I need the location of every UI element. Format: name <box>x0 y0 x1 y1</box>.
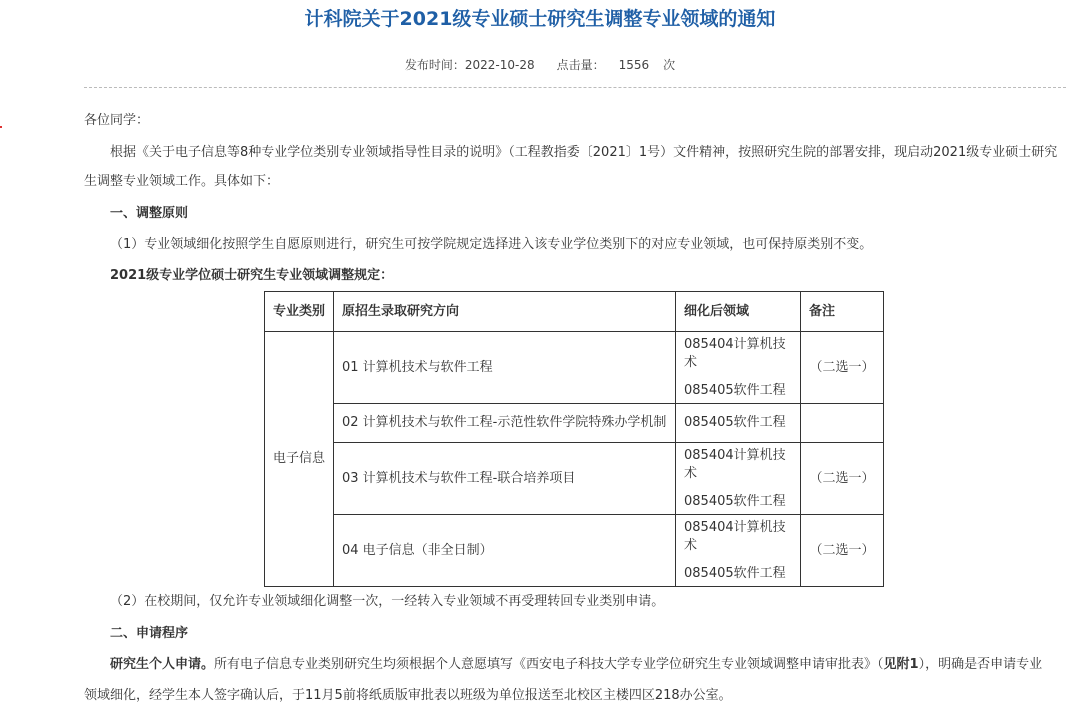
field-option: 085404计算机技术 <box>684 336 786 370</box>
table-row <box>265 404 884 443</box>
note-cell: （二选一） <box>801 443 884 515</box>
apply-paragraph-line-2: 领域细化，经学生本人签字确认后，于11月5前将纸质版审批表以班级为单位报送至北校区主楼四区218办公室。 <box>84 688 732 703</box>
apply-paragraph-line-1 <box>110 656 1042 674</box>
field-option: 085404计算机技术 <box>684 519 786 553</box>
views-count: 1556 <box>618 58 650 72</box>
field-option: 085405软件工程 <box>684 493 786 509</box>
rule-1: （1）专业领域细化按照学生自愿原则进行，研究生可按学院规定选择进入该专业学位类别下的对应专业领域，也可保持原类别不变。 <box>110 237 873 252</box>
field-adjustment-table <box>264 291 884 587</box>
header-direction: 原招生录取研究方向 <box>334 292 676 332</box>
greeting: 各位同学： <box>84 113 150 128</box>
views-label: 点击量： <box>556 58 605 72</box>
field-cell <box>676 515 801 587</box>
header-divider <box>84 87 1066 88</box>
apply-lead: 研究生个人申请。 <box>110 657 215 672</box>
field-option: 085405软件工程 <box>684 565 786 581</box>
intro-paragraph-line-1: 根据《关于电子信息等8种专业学位类别专业领域指导性目录的说明》（工程教指委〔2021〕1号）文件精神，按照研究生院的部署安排，现启动2021级专业硕士研究 <box>110 145 1058 160</box>
table-caption: 2021级专业学位硕士研究生专业领域调整规定： <box>110 268 394 283</box>
section-heading-1: 一、调整原则 <box>110 206 189 221</box>
section-heading-2: 二、申请程序 <box>110 626 189 641</box>
category-cell: 电子信息 <box>265 332 334 587</box>
rule-2: （2）在校期间，仅允许专业领域细化调整一次，一经转入专业领域不再受理转回专业类别申请。 <box>110 594 665 609</box>
header-note: 备注 <box>801 292 884 332</box>
direction-cell: 01 计算机技术与软件工程 <box>334 332 676 404</box>
publish-date: 2022-10-28 <box>464 58 535 72</box>
field-cell <box>676 332 801 404</box>
apply-text-b: ），明确是否申请专业 <box>918 657 1043 672</box>
field-option: 085405软件工程 <box>684 382 786 398</box>
views-unit: 次 <box>663 58 676 72</box>
intro-paragraph-line-2: 生调整专业领域工作。具体如下： <box>84 174 280 189</box>
table-row <box>265 515 884 587</box>
page-title: 计科院关于2021级专业硕士研究生调整专业领域的通知 <box>304 8 776 30</box>
header-field: 细化后领域 <box>676 292 801 332</box>
note-cell: （二选一） <box>801 515 884 587</box>
field-option: 085405软件工程 <box>684 415 786 430</box>
table-row <box>265 443 884 515</box>
table-header-row <box>265 292 884 332</box>
direction-cell: 02 计算机技术与软件工程-示范性软件学院特殊办学机制 <box>334 404 676 443</box>
field-cell <box>676 404 801 443</box>
note-cell <box>801 404 884 443</box>
field-cell <box>676 443 801 515</box>
note-cell: （二选一） <box>801 332 884 404</box>
margin-mark <box>0 126 2 128</box>
direction-cell: 04 电子信息（非全日制） <box>334 515 676 587</box>
header-category: 专业类别 <box>265 292 334 332</box>
attachment-reference: 见附1 <box>883 657 919 672</box>
field-option: 085404计算机技术 <box>684 447 786 481</box>
article-meta <box>0 56 1080 74</box>
publish-label: 发布时间： <box>404 58 465 72</box>
direction-cell: 03 计算机技术与软件工程-联合培养项目 <box>334 443 676 515</box>
table-row <box>265 332 884 404</box>
apply-text-a: 所有电子信息专业类别研究生均须根据个人意愿填写《西安电子科技大学专业学位研究生专业领域调整申请审批表》（ <box>214 657 884 672</box>
